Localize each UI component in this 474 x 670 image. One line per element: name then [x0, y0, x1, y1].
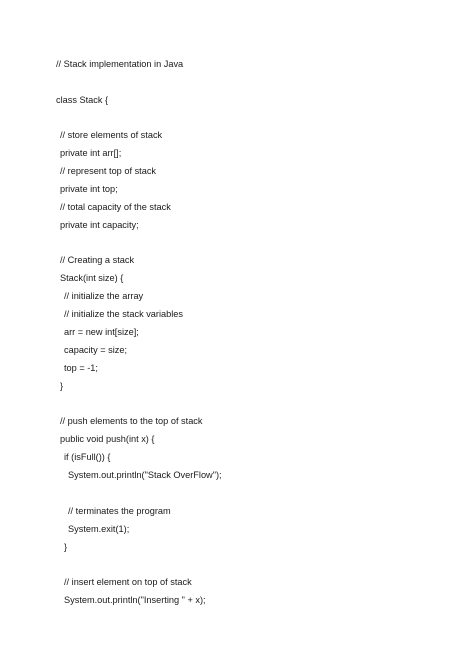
code-line-20: System.out.println("Stack OverFlow");	[68, 470, 222, 480]
code-line-14: capacity = size;	[64, 345, 128, 355]
code-line-9: // Creating a stack	[60, 255, 135, 265]
code-line-4: private int arr[];	[60, 148, 122, 158]
code-line-5: // represent top of stack	[60, 166, 157, 176]
code-line-23: }	[64, 542, 68, 552]
code-line-22: System.exit(1);	[68, 524, 130, 534]
code-line-10: Stack(int size) {	[60, 273, 124, 283]
code-line-16: }	[60, 381, 64, 391]
code-line-19: if (isFull()) {	[64, 452, 111, 462]
code-line-8: private int capacity;	[60, 220, 139, 230]
code-line-24: // insert element on top of stack	[64, 577, 192, 587]
code-line-7: // total capacity of the stack	[60, 202, 171, 212]
code-line-3: // store elements of stack	[60, 130, 163, 140]
code-line-18: public void push(int x) {	[60, 434, 155, 444]
code-line-15: top = -1;	[64, 363, 98, 373]
code-line-1: // Stack implementation in Java	[56, 59, 184, 69]
code-line-12: // initialize the stack variables	[64, 309, 183, 319]
code-line-21: // terminates the program	[68, 506, 171, 516]
code-line-25: System.out.println("Inserting " + x);	[64, 595, 206, 605]
code-line-2: class Stack {	[56, 95, 109, 105]
code-line-11: // initialize the array	[64, 291, 144, 301]
code-line-6: private int top;	[60, 184, 118, 194]
code-line-13: arr = new int[size];	[64, 327, 139, 337]
code-line-17: // push elements to the top of stack	[60, 416, 203, 426]
